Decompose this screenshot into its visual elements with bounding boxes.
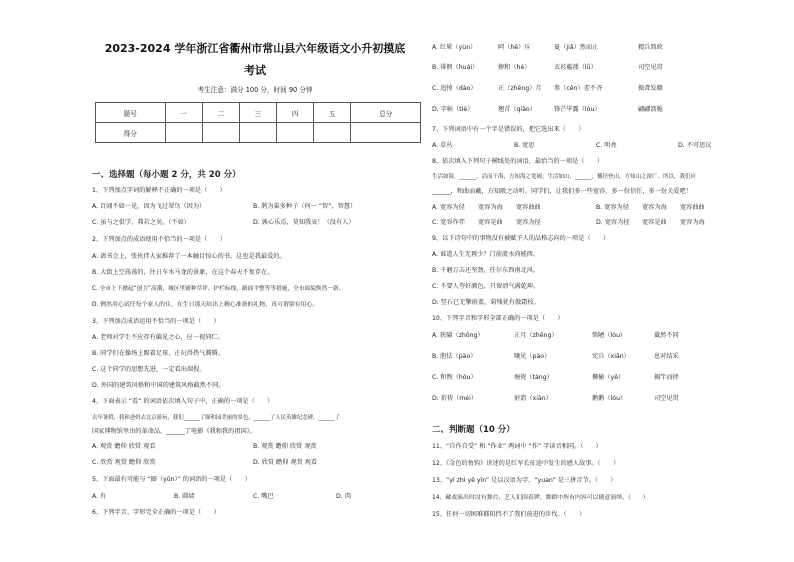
option-line: A. 百闻不如一见，因为飞过翠鸟（因为） bbox=[92, 203, 206, 210]
score-cell: 三 bbox=[239, 103, 276, 123]
question-line: 4、下面表示 “看” 的词语依次填入句子中，正确的一项是（ ） bbox=[92, 398, 274, 405]
option-line: D. 外国的建筑风格和中国的建筑风格截然不同。 bbox=[92, 382, 225, 389]
option-line: C. 和煦（hòu） bbox=[432, 374, 477, 381]
option-line: A. 请书会上，张伙伴大家推荐了一本触目惊心的书，这也是我最爱的。 bbox=[92, 253, 286, 260]
option-line: 夏（jiǎ）然而止 bbox=[554, 44, 599, 51]
option-line: 宽容为海 bbox=[680, 219, 705, 226]
judge-line: 14、藏戏演出时没有舞台，艺人们围着锣、舞蹈中所有内容可以随意演绎。（ ） bbox=[432, 495, 649, 501]
option-line: A. 老师对学生不应存有偏见之心，应一视同仁。 bbox=[92, 334, 224, 341]
score-cell bbox=[165, 123, 202, 143]
option-line: D. 孰心乐焉，莫知我哀！（没有人） bbox=[253, 219, 355, 226]
score-cell: 总分 bbox=[351, 103, 421, 123]
score-cell: 一 bbox=[165, 103, 202, 123]
option-line: 振聋发聩 bbox=[638, 85, 663, 92]
option-line: C. 欣赏 观赏 瞻仰 欣赏 bbox=[92, 459, 156, 466]
option-line: 司空见贯 bbox=[638, 64, 663, 71]
score-cell: 五 bbox=[314, 103, 351, 123]
question-line: 10、下列字音和字形全部正确的一项是（ ） bbox=[432, 315, 564, 322]
option-line: 正（zhēng）月 bbox=[498, 85, 542, 92]
option-line: D. 竖石已无擎雨盖，菊残犹有傲霜枝。 bbox=[432, 299, 540, 306]
option-line: B. 宽容为径 bbox=[596, 204, 629, 211]
section-heading-judge: 二、判断题（10 分） bbox=[432, 425, 515, 435]
option-line: C. 追悼（dào） bbox=[432, 85, 477, 92]
option-line: C. 不要人夸好颜色，只留清气满乾坤。 bbox=[432, 283, 540, 290]
option-line: 掺和（hé） bbox=[498, 64, 531, 71]
option-line: A. 草丛 bbox=[432, 142, 453, 149]
score-cell: 得分 bbox=[96, 123, 166, 143]
score-cell bbox=[239, 123, 276, 143]
score-cell bbox=[277, 123, 314, 143]
option-line: C. 虽与之俱学，弗若之矣。（不如） bbox=[92, 219, 190, 226]
option-line: 宽容为径 bbox=[516, 219, 541, 226]
score-cell bbox=[351, 123, 421, 143]
option-line: B. 圆墙 bbox=[174, 493, 195, 500]
option-line: 呵（hē）斥 bbox=[498, 44, 531, 51]
option-line: D. 宽容为径 bbox=[596, 219, 630, 226]
option-line: 塘瓷（táng） bbox=[514, 374, 553, 381]
option-line: D. 不可思议 bbox=[678, 142, 712, 149]
option-line: 翘首（qiào） bbox=[498, 106, 536, 113]
question-text: 去年暑假，我和爸妈去北京游玩，我们______了颐和园美丽的景色，______了人民英雄纪念碑，______了 bbox=[92, 415, 340, 421]
option-line: B. 千磨万击还坚劲，任尔东西南北风。 bbox=[432, 267, 540, 274]
exam-title-line2: 考试 bbox=[244, 64, 266, 77]
exam-title-line1: 2023-2024 学年浙江省衢州市常山县六年级语文小升初摸底 bbox=[104, 42, 406, 55]
section-heading-choice: 一、选择题（每小题 2 分，共 20 分） bbox=[92, 170, 241, 180]
option-line: 司空见贯 bbox=[654, 395, 679, 402]
score-cell: 题号 bbox=[96, 103, 166, 123]
option-line: A. 观赏 瞻仰 欣赏 观看 bbox=[92, 443, 156, 450]
option-line: 宽容是曲 bbox=[642, 219, 667, 226]
option-line: 鹅鹅（lóu） bbox=[592, 395, 627, 402]
question-line: 1、下列加点字词的解释不正确的一项是（ ） bbox=[92, 187, 226, 194]
score-cell bbox=[202, 123, 239, 143]
score-cell bbox=[314, 123, 351, 143]
question-line: 5、下面最有可能与 “圈（yǔn）” 的词语的一项是（ ） bbox=[92, 476, 251, 483]
option-line: 翩翩箭脆 bbox=[638, 106, 663, 113]
option-line: D. 肉 bbox=[336, 493, 351, 500]
question-line: 7、下列词语中有一个字是错误的，把它选出来（ ） bbox=[432, 126, 585, 133]
option-line: 宽容为海 bbox=[478, 204, 503, 211]
option-line: C. 全市上下掀起“创卫”高潮，城区里铺种草坪、护栏标线，路面平整等等措施，全市面貌焕然一新。 bbox=[92, 286, 345, 292]
question-line: 8、依次填入下列句子横线处的词语，最恰当的一项是（ ） bbox=[432, 158, 603, 165]
option-line: 射箭（xiān） bbox=[514, 395, 552, 402]
option-line: 宽容曲曲 bbox=[680, 204, 705, 211]
option-line: 正月（zhēng） bbox=[514, 332, 558, 339]
score-table-header-row bbox=[96, 103, 421, 123]
option-line: 截然不同 bbox=[654, 332, 679, 339]
judge-line: 12、《金色的鱼钩》讲述的是红军长征途中发生的感人故事。（ ） bbox=[432, 460, 620, 467]
option-line: 息对结采 bbox=[654, 353, 679, 360]
option-line: 宽容是曲 bbox=[478, 219, 503, 226]
option-line: B. 徘徊（huái） bbox=[432, 64, 479, 71]
option-line: B. 鹊为巢多种子（何一 “智”，智慧） bbox=[253, 203, 357, 210]
option-line: A. 红晕（yùn） bbox=[432, 44, 477, 51]
option-line: A. 狭隘（zhōng） bbox=[432, 332, 484, 339]
question-text: ______，和曲而戴，方知般之动听。同学们，让我们多一些宽容，多一份信任，多一份关爱吧！ bbox=[432, 188, 692, 195]
score-cell: 四 bbox=[277, 103, 314, 123]
exam-notice: 考生注意：满分 100 分，时间 90 分钟 bbox=[197, 86, 313, 94]
option-line: C. 宽容作伴 bbox=[432, 219, 466, 226]
judge-line: 11、“自作自受” 和 “作业” 两词中 “作” 字读音相同。（ ） bbox=[432, 443, 602, 450]
option-line: 嚷见（pào） bbox=[514, 353, 551, 360]
option-line: 简陋（lòu） bbox=[592, 332, 627, 339]
option-line: A. 宽容为径 bbox=[432, 204, 465, 211]
option-line: 揭竿而拯 bbox=[654, 374, 679, 381]
option-line: B. 同学们在操场上踢着足球，正玩得热气腾腾。 bbox=[92, 350, 224, 357]
option-line: 宽容为海 bbox=[642, 204, 667, 211]
question-line: 3、下列加点成语运用不恰当的一项是（ ） bbox=[92, 318, 220, 325]
option-line: D. 祈祷（méi） bbox=[432, 395, 478, 402]
question-line: 2、下列加点的成语使用不恰当的一项是（ ） bbox=[92, 236, 226, 243]
question-text: 国家博物馆里出的革命品，______了电影《我和我的祖国》。 bbox=[92, 428, 256, 435]
option-line: B. 胆怯（pào） bbox=[432, 353, 477, 360]
question-line: 9、以下诗句中的事物没有被赋予人的品格志向的一项是（ ） bbox=[432, 235, 610, 242]
option-line: D. 例然用心试任每个家人的住，在生日那天给出上精心准备的礼物，真可谓别有用心。 bbox=[92, 302, 319, 308]
option-line: 宽容曲曲 bbox=[516, 204, 541, 211]
option-line: B. 大街上空荡荡的，往日车水马龙的景象，在这个春天不复存在。 bbox=[92, 269, 274, 276]
score-table bbox=[95, 102, 421, 143]
option-line: 衣衫褴褛（lǚ） bbox=[554, 64, 597, 71]
option-line: 宪兵（xiān） bbox=[592, 353, 630, 360]
option-line: 锋芒毕露（lòu） bbox=[554, 106, 601, 113]
option-line: A. 有 bbox=[92, 493, 107, 500]
option-line: A. 谁道人生无再少？门前流水尚能西。 bbox=[432, 251, 540, 258]
option-line: D. 字帖（tiè） bbox=[432, 106, 474, 113]
option-line: B. 观赏 瞻仰 欣赏 观赏 bbox=[253, 443, 317, 450]
question-line: 6、下列字音、字形完全正确的一项是（ ） bbox=[92, 509, 220, 516]
option-line: 参（cēn）差不齐 bbox=[554, 85, 603, 92]
judge-line: 15、任何一切困难都阻挡不了我们前进的步伐。（ ） bbox=[432, 511, 586, 518]
score-cell: 二 bbox=[202, 103, 239, 123]
option-line: D. 欣赏 瞻仰 观赏 观看 bbox=[253, 459, 318, 466]
option-line: B. 宽思 bbox=[514, 142, 535, 149]
option-line: C. 这个同学的思想先进，一定看出端倪。 bbox=[92, 366, 206, 373]
option-line: 精兵简政 bbox=[638, 44, 663, 51]
question-text: 生活如海，______，活而千海，方知海之宽阔；生活如山，______，播径登山，方知山之深广。所以，我们应 bbox=[432, 174, 697, 180]
option-line: 揶揄（yē） bbox=[592, 374, 625, 381]
judge-line: 13、“yí zhì yē yīn” 是以汉语为字，“yuan” 是三拼音节。（ ） bbox=[432, 477, 617, 484]
option-line: C. 嘴巴 bbox=[253, 493, 274, 500]
option-line: C. 明亮 bbox=[596, 142, 617, 149]
score-table-score-row bbox=[96, 123, 421, 143]
